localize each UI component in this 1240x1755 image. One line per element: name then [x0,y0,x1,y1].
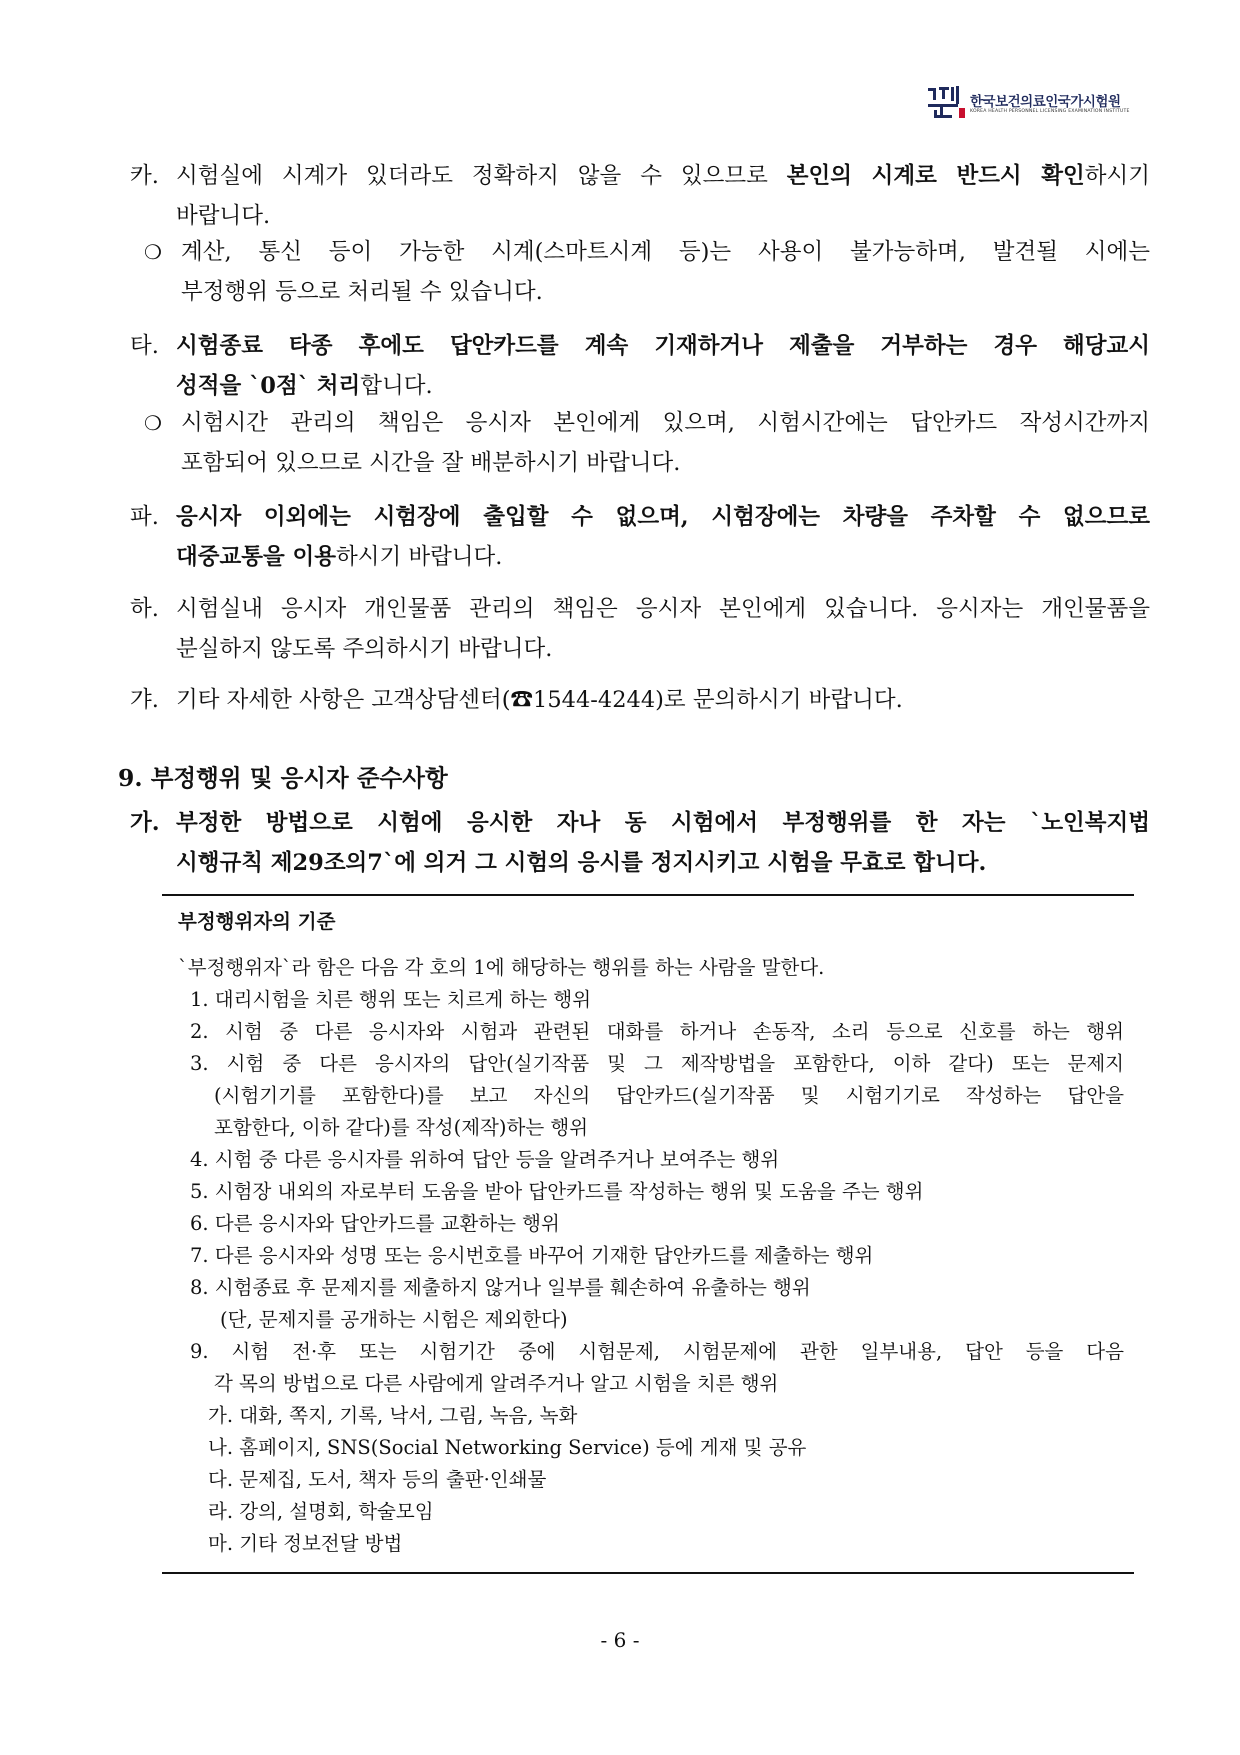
criteria-line: 7. 다른 응시자와 성명 또는 응시번호를 바꾸어 기재한 답안카드를 제출하는 행위 [190,1244,874,1267]
institute-logo [926,84,1146,126]
criteria-subline: 라. 강의, 설명회, 학술모임 [208,1500,434,1523]
item-marker: 가. [130,810,160,836]
item-marker: 하. [130,596,159,622]
item-line: 시행규칙 제29조의7`에 의거 그 시험의 응시를 정지시키고 시험을 무효로 합니다. [176,850,987,876]
criteria-line: (단, 문제지를 공개하는 시험은 제외한다) [220,1308,568,1331]
criteria-subline: 나. 홈페이지, SNS(Social Networking Service) 등에 게재 및 공유 [208,1436,807,1459]
circle-bullet-icon: ❍ [144,240,162,264]
page-number: - 6 - [600,1628,640,1652]
criteria-line: 6. 다른 응시자와 답안카드를 교환하는 행위 [190,1212,560,1235]
notice-subitem-ka [144,232,1150,312]
item-text: 합니다. [360,373,433,399]
item-line [176,156,1150,196]
criteria-line: 9. 시험 전·후 또는 시험기간 중에 시험문제, 시험문제에 관한 일부내용, 답안 등을 다음 [190,1340,1124,1363]
box-bottom-rule [162,1572,1134,1574]
item-text: 하시기 바랍니다. [335,544,503,570]
criteria-line: 5. 시험장 내외의 자로부터 도움을 받아 답안카드를 작성하는 행위 및 도움을 주는 행위 [190,1180,924,1203]
criteria-box-title: 부정행위자의 기준 [178,910,336,933]
institute-name-korean: 한국보건의료인국가시험원 [970,94,1121,110]
item-bold-text: 본인의 시계로 반드시 확인 [786,163,1085,189]
criteria-line: 4. 시험 중 다른 응시자를 위하여 답안 등을 알려주거나 보여주는 행위 [190,1148,780,1171]
item-bold-text: 성적을 `0점` 처리 [176,373,361,399]
item-text: 시험실에 시계가 있더라도 정확하지 않을 수 있으므로 [176,163,787,189]
notice-item-gya [130,680,1150,720]
item-line: 부정행위 등으로 처리될 수 있습니다. [181,279,543,305]
item-line [176,537,1150,577]
criteria-line: (시험기기를 포함한다)를 보고 자신의 답안카드(실기작품 및 시험기기로 작성하는 답안을 [214,1084,1124,1107]
criteria-line: 각 목의 방법으로 다른 사람에게 알려주거나 알고 시험을 치른 행위 [214,1372,779,1395]
item-line: 시험종료 타종 후에도 답안카드를 계속 기재하거나 제출을 거부하는 경우 해당교시 [176,333,1150,359]
section-heading: 9. 부정행위 및 응시자 준수사항 [118,764,448,792]
item-line: 계산, 통신 등이 가능한 시계(스마트시계 등)는 사용이 불가능하며, 발견될 시에는 [181,239,1150,265]
notice-item-ta [130,326,1150,406]
item-marker: 타. [130,333,159,359]
item-line: 기타 자세한 사항은 고객상담센터(☎1544-4244)로 문의하시기 바랍니다. [176,687,903,713]
section9-item-ga [130,803,1150,883]
criteria-line: 1. 대리시험을 치른 행위 또는 치르게 하는 행위 [190,988,592,1011]
item-line: 바랍니다. [176,203,271,229]
item-line: 시험실내 응시자 개인물품 관리의 책임은 응시자 본인에게 있습니다. 응시자는 개인물품을 [176,596,1150,622]
item-marker: 파. [130,504,159,530]
notice-subitem-ta [144,403,1150,483]
criteria-line: 3. 시험 중 다른 응시자의 답안(실기작품 및 그 제작방법을 포함한다, 이하 같다) 또는 문제지 [190,1052,1124,1075]
item-bold-text: 대중교통을 이용 [176,544,336,570]
notice-item-ka [130,156,1150,236]
institute-name-english: KOREA HEALTH PERSONNEL LICENSING EXAMINATION INSTITUTE [970,109,1130,114]
box-top-rule [162,894,1134,896]
criteria-subline: 마. 기타 정보전달 방법 [208,1532,403,1555]
notice-item-ha [130,589,1150,669]
criteria-line: 포함한다, 이하 같다)를 작성(제작)하는 행위 [214,1116,589,1139]
item-text: 하시기 [1084,163,1150,189]
circle-bullet-icon: ❍ [144,411,162,435]
criteria-line: 2. 시험 중 다른 응시자와 시험과 관련된 대화를 하거나 손동작, 소리 등으로 신호를 하는 행위 [190,1020,1124,1043]
item-marker: 갸. [130,687,159,713]
item-line [176,366,1150,406]
institute-emblem-icon [926,84,966,126]
item-line: 분실하지 않도록 주의하시기 바랍니다. [176,636,553,662]
criteria-line: 8. 시험종료 후 문제지를 제출하지 않거나 일부를 훼손하여 유출하는 행위 [190,1276,811,1299]
notice-item-pa [130,497,1150,577]
item-line: 시험시간 관리의 책임은 응시자 본인에게 있으며, 시험시간에는 답안카드 작성시간까지 [181,410,1150,436]
item-line: 포함되어 있으므로 시간을 잘 배분하시기 바랍니다. [181,450,681,476]
criteria-subline: 다. 문제집, 도서, 책자 등의 출판·인쇄물 [208,1468,547,1491]
item-marker: 카. [130,163,159,189]
criteria-intro: `부정행위자`라 함은 다음 각 호의 1에 해당하는 행위를 하는 사람을 말한다. [178,956,825,979]
item-line: 응시자 이외에는 시험장에 출입할 수 없으며, 시험장에는 차량을 주차할 수 없으므로 [176,504,1150,530]
criteria-subline: 가. 대화, 쪽지, 기록, 낙서, 그림, 녹음, 녹화 [208,1404,578,1427]
item-line: 부정한 방법으로 시험에 응시한 자나 동 시험에서 부정행위를 한 자는 `노인복지법 [176,810,1150,836]
